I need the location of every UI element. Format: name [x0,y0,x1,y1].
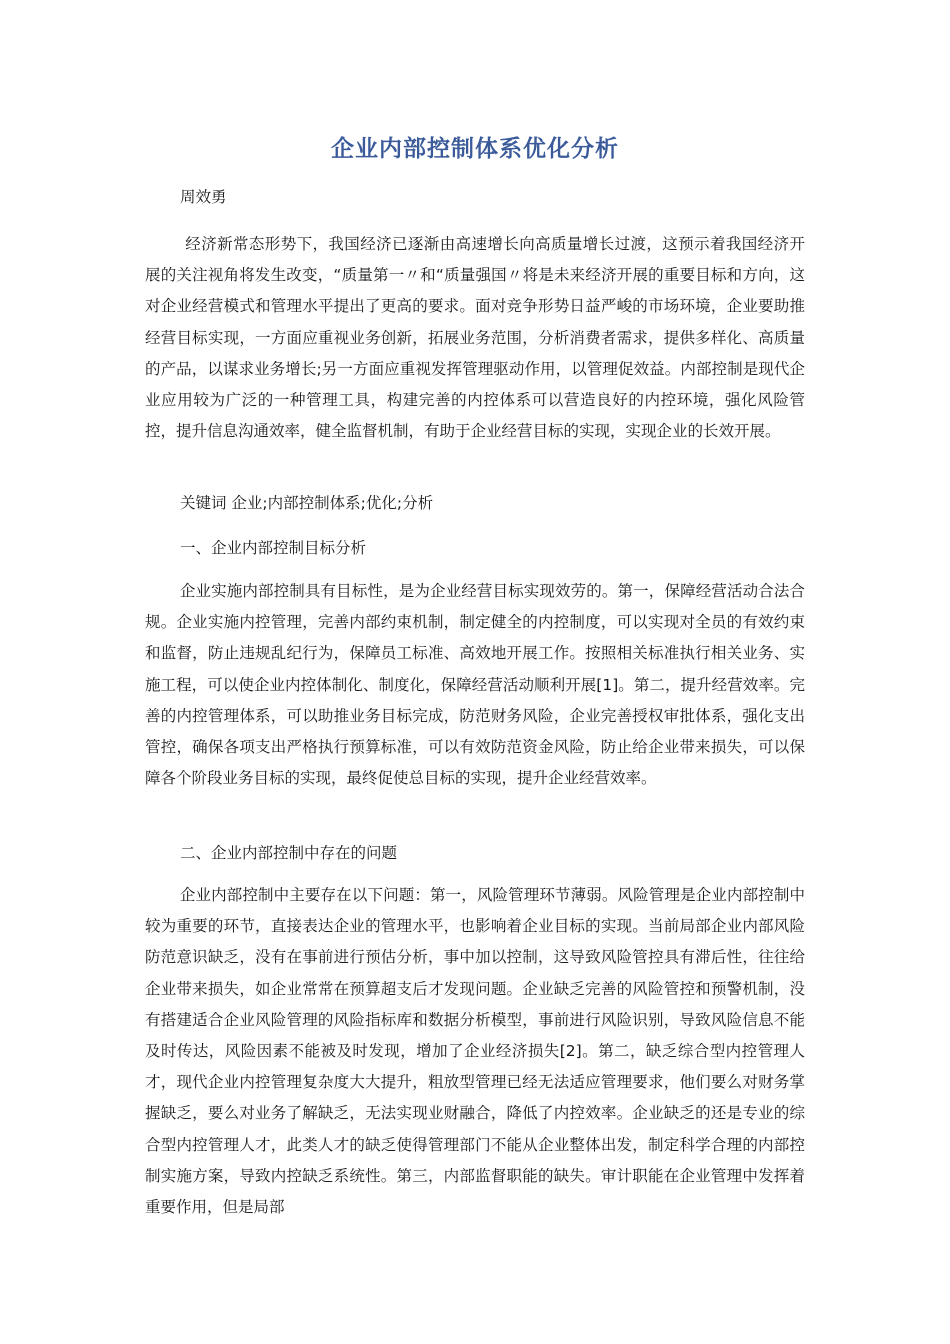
abstract-paragraph: 经济新常态形势下，我国经济已逐渐由高速增长向高质量增长过渡，这预示着我国经济开展的关注视角将发生改变，“质量第一〃和“质量强国〃将是未来经济开展的重要目标和方向，这对企业经营模式和管理水平提出了更高的要求。面对竞争形势日益严峻的市场环境，企业要助推经营目标实现，一方面应重视业务创新，拓展业务范围，分析消费者需求，提供多样化、高质量的产品，以谋求业务增长;另一方面应重视发挥管理驱动作用，以管理促效益。内部控制是现代企业应用较为广泛的一种管理工具，构建完善的内控体系可以营造良好的内控环境，强化风险管控，提升信息沟通效率，健全监督机制，有助于企业经营目标的实现，实现企业的长效开展。 [145,235,805,441]
section-2-body: 企业内部控制中主要存在以下问题：第一，风险管理环节薄弱。风险管理是企业内部控制中较为重要的环节，直接表达企业的管理水平，也影响着企业目标的实现。当前局部企业内部风险防范意识缺乏，没有在事前进行预估分析，事中加以控制，这导致风险管控具有滞后性，往往给企业带来损失，如企业常常在预算超支后才发现问题。企业缺乏完善的风险管控和预警机制，没有搭建适合企业风险管理的风险指标库和数据分析模型，事前进行风险识别，导致风险信息不能及时传达，风险因素不能被及时发现，增加了企业经济损失[2]。第二，缺乏综合型内控管理人才，现代企业内控管理复杂度大大提升，粗放型管理已经无法适应管理要求，他们要么对财务掌握缺乏，要么对业务了解缺乏，无法实现业财融合，降低了内控效率。企业缺乏的还是专业的综合型内控管理人才，此类人才的缺乏使得管理部门不能从企业整体出发，制定科学合理的内部控制实施方案，导致内控缺乏系统性。第三，内部监督职能的缺失。审计职能在企业管理中发挥着重要作用，但是局部 [145,886,805,1217]
author-name: 周效勇 [180,188,227,206]
keywords-line: 关键词 企业;内部控制体系;优化;分析 [180,494,434,512]
section-2-heading: 二、企业内部控制中存在的问题 [180,844,398,862]
section-1-heading: 一、企业内部控制目标分析 [180,539,367,557]
section-1-body: 企业实施内部控制具有目标性，是为企业经营目标实现效劳的。第一，保障经营活动合法合规。企业实施内控管理，完善内部约束机制，制定健全的内控制度，可以实现对全员的有效约束和监督，防止违规乱纪行为，保障员工标准、高效地开展工作。按照相关标准执行相关业务、实施工程，可以使企业内控体制化、制度化，保障经营活动顺利开展[1]。第二，提升经营效率。完善的内控管理体系，可以助推业务目标完成，防范财务风险，企业完善授权审批体系，强化支出管控，确保各项支出严格执行预算标准，可以有效防范资金风险，防止给企业带来损失，可以保障各个阶段业务目标的实现，最终促使总目标的实现，提升企业经营效率。 [145,582,805,788]
document-title: 企业内部控制体系优化分析 [331,136,619,162]
